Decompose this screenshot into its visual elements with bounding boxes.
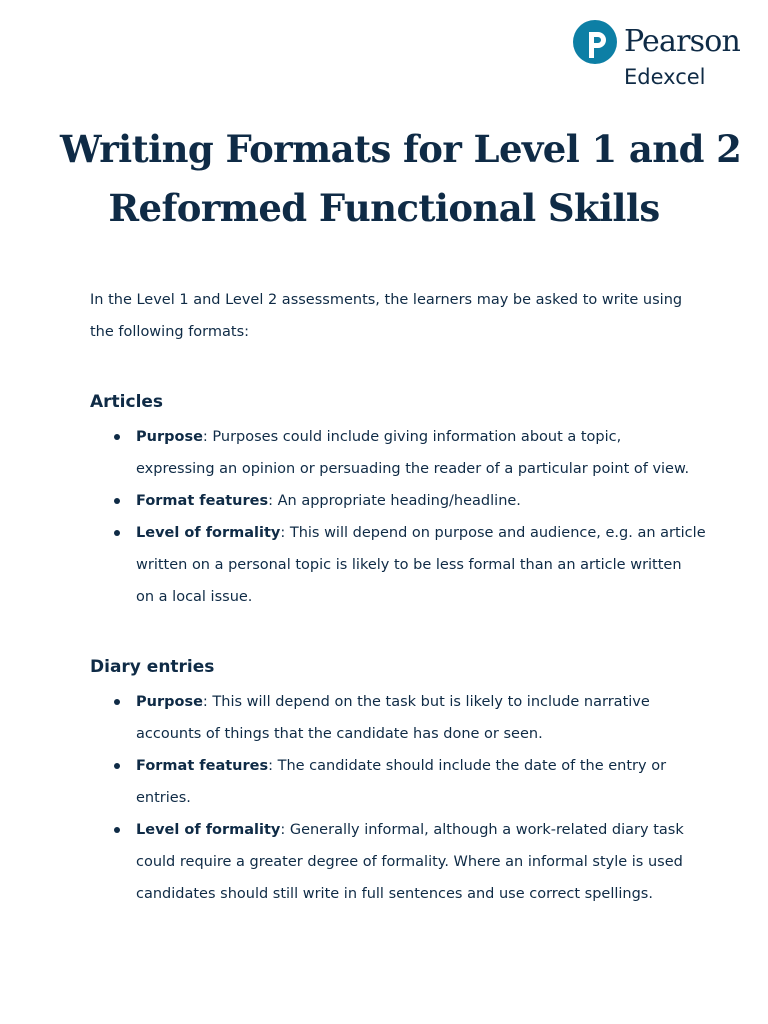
item-text: candidates should still write in full sentences and use correct spellings. [136,886,653,902]
intro-paragraph [90,284,690,348]
pearson-edexcel-logo [572,18,742,92]
item-text: : Generally informal, although a work-related diary task [280,822,684,838]
logo-subtitle: Edexcel [624,65,706,89]
page-title [60,120,742,238]
section-heading-diary-entries: Diary entries [90,657,215,677]
diary-entries-list [90,686,690,910]
item-text: : This will depend on the task but is likely to include narrative [202,694,650,710]
item-text: could require a greater degree of formality. Where an informal style is used [136,854,683,870]
item-text: entries. [136,790,191,806]
item-text: : The candidate should include the date of the entry or [268,758,667,774]
item-label: Level of formality [136,822,281,838]
list-item [90,421,690,485]
item-text: : This will depend on purpose and audience, e.g. an article [280,525,706,541]
bullet-icon [114,434,120,440]
list-item [90,750,690,814]
bullet-icon [114,763,120,769]
item-label: Format features [136,758,269,774]
item-label: Format features [136,493,269,509]
bullet-icon [114,827,120,833]
item-text: : Purposes could include giving information about a topic, [202,429,622,445]
item-label: Level of formality [136,525,281,541]
pearson-logo-icon [572,18,618,68]
list-item [90,814,690,910]
page-title-line-2: Reformed Functional Skills [108,186,660,230]
bullet-icon [114,699,120,705]
item-text: written on a personal topic is likely to be less formal than an article written [136,557,682,573]
item-text: expressing an opinion or persuading the reader of a particular point of view. [136,461,690,477]
page-title-line-1: Writing Formats for Level 1 and 2 [60,127,742,171]
intro-line-2: the following formats: [90,324,250,340]
bullet-icon [114,498,120,504]
list-item [90,485,690,517]
section-heading-articles: Articles [90,392,164,412]
item-label: Purpose [136,694,203,710]
bullet-icon [114,530,120,536]
item-text: accounts of things that the candidate has done or seen. [136,726,543,742]
item-text: : An appropriate heading/headline. [268,493,521,509]
intro-line-1: In the Level 1 and Level 2 assessments, the learners may be asked to write using [90,292,683,308]
item-text: on a local issue. [136,589,253,605]
item-label: Purpose [136,429,203,445]
logo-wordmark: Pearson [624,24,740,59]
articles-list [90,421,706,613]
list-item [90,686,690,750]
list-item [90,517,706,613]
